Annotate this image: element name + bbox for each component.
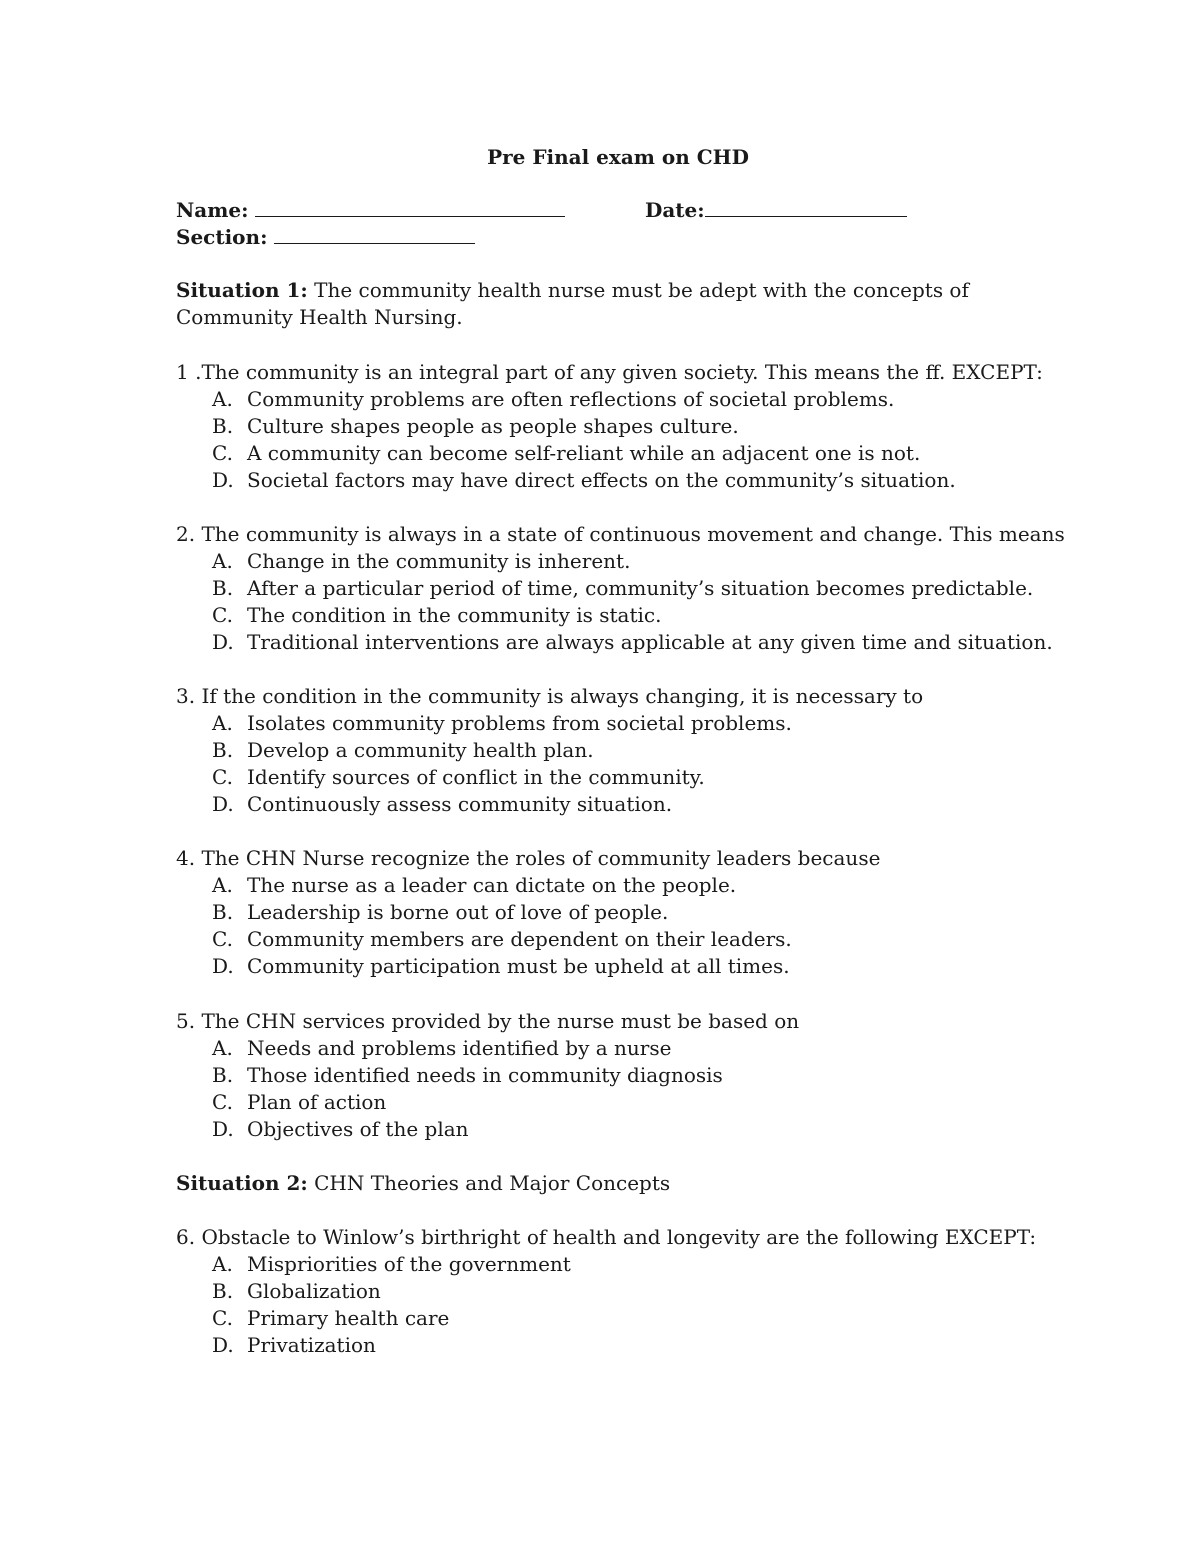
date-blank[interactable] <box>705 196 907 217</box>
option-list <box>176 548 1056 656</box>
option-text: After a particular period of time, community’s situation becomes predictable. <box>247 576 1034 600</box>
option-letter: B. <box>212 576 234 600</box>
option-letter: C. <box>212 1306 233 1330</box>
option-c[interactable] <box>176 1305 1056 1332</box>
option-letter: D. <box>212 792 234 816</box>
situation-text: The community health nurse must be adept with the concepts of Community Health Nursing. <box>176 278 969 329</box>
option-letter: B. <box>212 1063 234 1087</box>
option-list <box>176 1251 1056 1359</box>
option-text: Leadership is borne out of love of people. <box>247 900 669 924</box>
option-a[interactable] <box>176 548 1056 575</box>
option-letter: A. <box>212 873 233 897</box>
option-text: Traditional interventions are always applicable at any given time and situation. <box>247 630 1053 654</box>
option-text: Globalization <box>247 1279 381 1303</box>
option-text: Change in the community is inherent. <box>247 549 631 573</box>
option-text: Those identified needs in community diagnosis <box>247 1063 723 1087</box>
name-label: Name: <box>176 198 256 222</box>
date-field <box>645 196 907 224</box>
option-text: Societal factors may have direct effects on the community’s situation. <box>247 468 956 492</box>
option-b[interactable] <box>176 1278 1056 1305</box>
option-text: Continuously assess community situation. <box>247 792 673 816</box>
question-stem: 4. The CHN Nurse recognize the roles of community leaders because <box>176 846 881 870</box>
question-3 <box>176 683 1056 818</box>
option-d[interactable] <box>176 1332 1056 1359</box>
option-letter: A. <box>212 711 233 735</box>
option-letter: D. <box>212 1333 234 1357</box>
option-d[interactable] <box>176 1116 1056 1143</box>
option-text: Culture shapes people as people shapes culture. <box>247 414 739 438</box>
section-blank[interactable] <box>274 223 475 244</box>
option-letter: B. <box>212 1279 234 1303</box>
option-letter: D. <box>212 630 234 654</box>
option-text: Isolates community problems from societal problems. <box>247 711 792 735</box>
option-text: Primary health care <box>247 1306 450 1330</box>
option-a[interactable] <box>176 386 1056 413</box>
question-2 <box>176 521 1065 656</box>
option-text: Needs and problems identified by a nurse <box>247 1036 672 1060</box>
option-letter: A. <box>212 549 233 573</box>
situation-1 <box>176 277 1046 331</box>
option-letter: A. <box>212 1036 233 1060</box>
page-title: Pre Final exam on CHD <box>487 145 749 169</box>
option-list <box>176 386 1056 494</box>
option-c[interactable] <box>176 440 1056 467</box>
option-b[interactable] <box>176 413 1056 440</box>
question-stem: 1 .The community is an integral part of any given society. This means the ff. EXCEPT: <box>176 360 1043 384</box>
option-text: Mispriorities of the government <box>247 1252 571 1276</box>
option-a[interactable] <box>176 872 1056 899</box>
option-b[interactable] <box>176 899 1056 926</box>
option-d[interactable] <box>176 953 1056 980</box>
option-d[interactable] <box>176 791 1056 818</box>
section-field <box>176 223 475 251</box>
option-letter: B. <box>212 900 234 924</box>
question-stem: 5. The CHN services provided by the nurse must be based on <box>176 1009 800 1033</box>
option-text: Privatization <box>247 1333 376 1357</box>
option-c[interactable] <box>176 764 1056 791</box>
option-b[interactable] <box>176 737 1056 764</box>
option-text: Objectives of the plan <box>247 1117 469 1141</box>
option-text: A community can become self-reliant while an adjacent one is not. <box>247 441 921 465</box>
option-text: The condition in the community is static. <box>247 603 662 627</box>
situation-label: Situation 2: <box>176 1171 308 1195</box>
option-letter: D. <box>212 468 234 492</box>
option-letter: A. <box>212 387 233 411</box>
option-a[interactable] <box>176 1035 1056 1062</box>
option-list <box>176 1035 1056 1143</box>
question-6 <box>176 1224 1056 1359</box>
option-text: Plan of action <box>247 1090 387 1114</box>
option-letter: C. <box>212 603 233 627</box>
option-text: The nurse as a leader can dictate on the people. <box>247 873 737 897</box>
question-stem: 3. If the condition in the community is always changing, it is necessary to <box>176 684 924 708</box>
situation-label: Situation 1: <box>176 278 308 302</box>
situation-text: CHN Theories and Major Concepts <box>307 1171 671 1195</box>
option-letter: C. <box>212 927 233 951</box>
option-letter: D. <box>212 954 234 978</box>
option-c[interactable] <box>176 1089 1056 1116</box>
option-text: Community problems are often reflections of societal problems. <box>247 387 895 411</box>
name-field <box>176 196 565 224</box>
option-a[interactable] <box>176 710 1056 737</box>
question-1 <box>176 359 1056 494</box>
option-d[interactable] <box>176 467 1056 494</box>
name-blank[interactable] <box>255 196 565 217</box>
option-b[interactable] <box>176 575 1056 602</box>
option-letter: B. <box>212 414 234 438</box>
question-4 <box>176 845 1056 980</box>
option-letter: C. <box>212 1090 233 1114</box>
option-b[interactable] <box>176 1062 1056 1089</box>
section-label: Section: <box>176 225 275 249</box>
situation-2 <box>176 1170 1046 1197</box>
option-letter: C. <box>212 441 233 465</box>
option-c[interactable] <box>176 602 1056 629</box>
question-stem: 2. The community is always in a state of continuous movement and change. This means <box>176 522 1065 546</box>
option-d[interactable] <box>176 629 1056 656</box>
option-text: Community members are dependent on their leaders. <box>247 927 792 951</box>
option-text: Develop a community health plan. <box>247 738 594 762</box>
option-list <box>176 710 1056 818</box>
question-5 <box>176 1008 1056 1143</box>
option-letter: B. <box>212 738 234 762</box>
option-letter: D. <box>212 1117 234 1141</box>
question-stem: 6. Obstacle to Winlow’s birthright of health and longevity are the following EXCEPT: <box>176 1225 1037 1249</box>
option-list <box>176 872 1056 980</box>
option-letter: C. <box>212 765 233 789</box>
option-c[interactable] <box>176 926 1056 953</box>
option-text: Identify sources of conflict in the community. <box>247 765 705 789</box>
option-text: Community participation must be upheld at all times. <box>247 954 790 978</box>
option-letter: A. <box>212 1252 233 1276</box>
date-label: Date: <box>645 198 705 222</box>
option-a[interactable] <box>176 1251 1056 1278</box>
